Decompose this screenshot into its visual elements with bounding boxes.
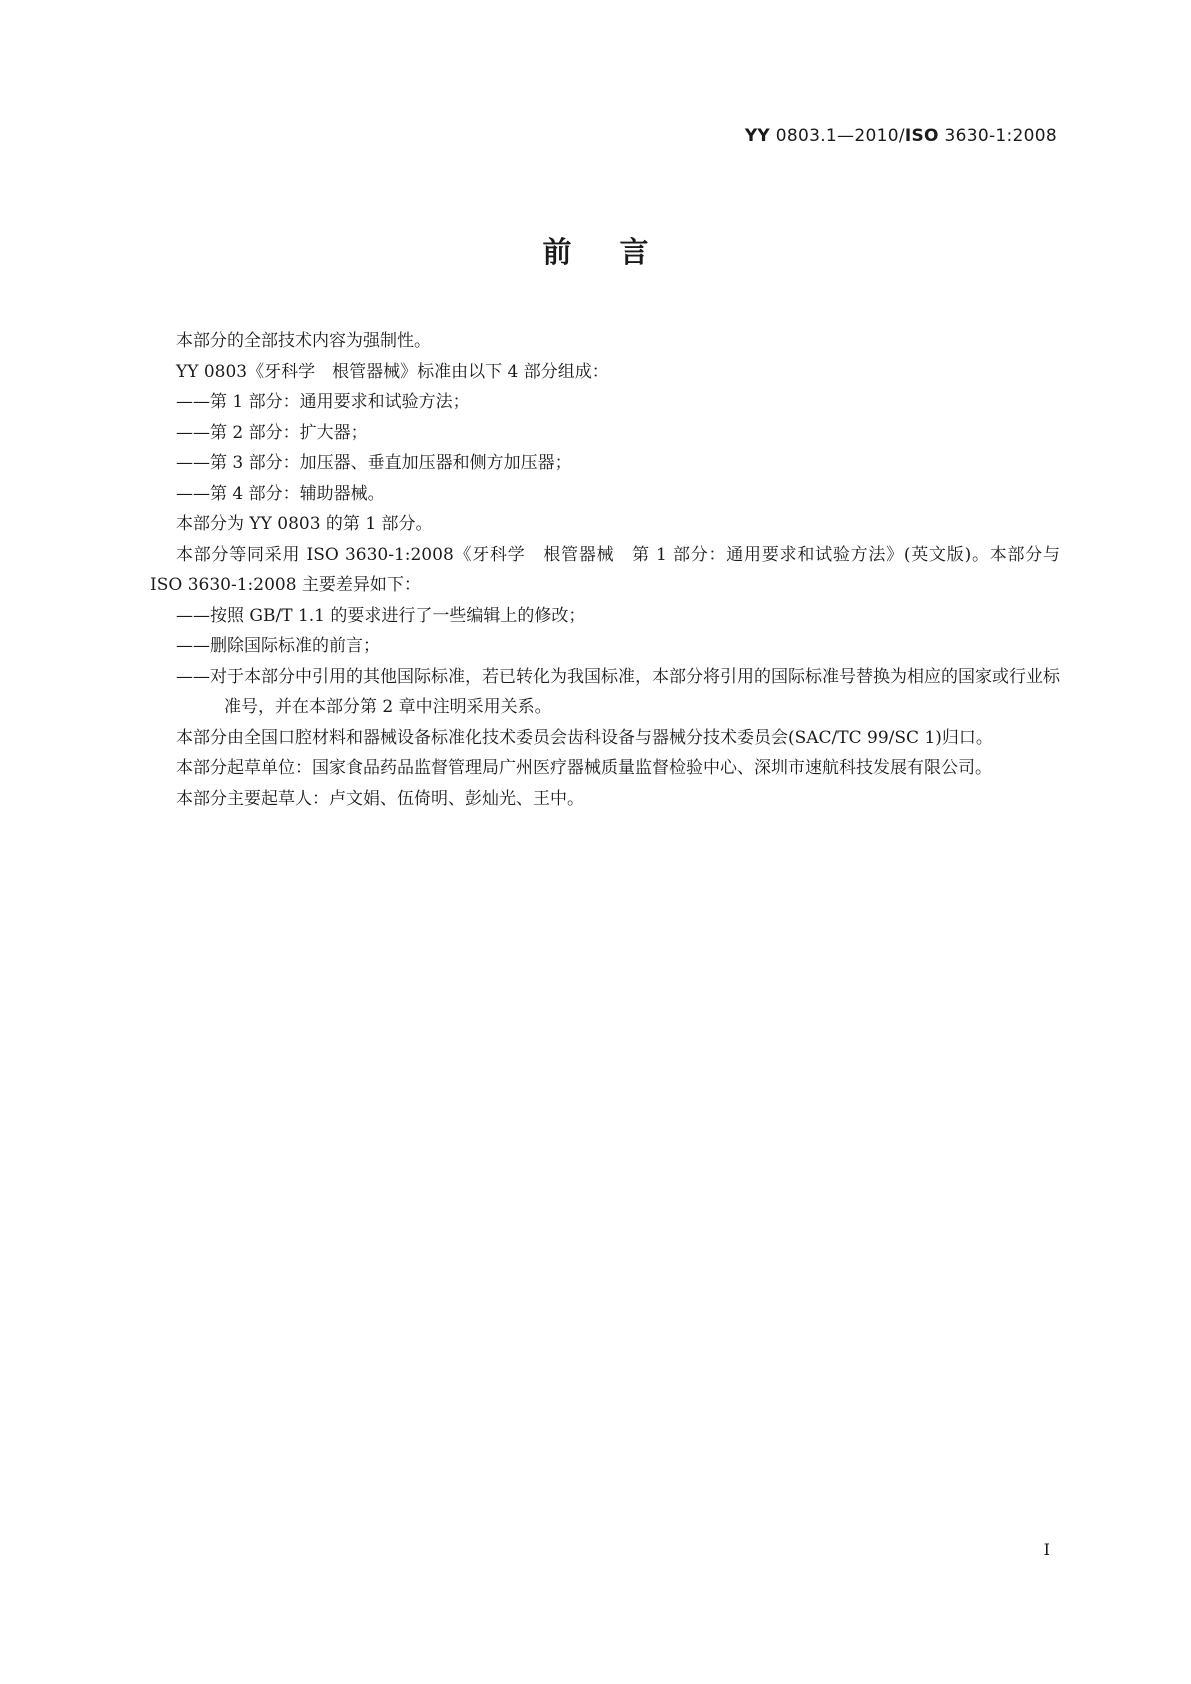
list-item-part-4: ——第 4 部分：辅助器械。 xyxy=(176,483,385,504)
paragraph-mandatory: 本部分的全部技术内容为强制性。 xyxy=(176,331,431,351)
list-item-part-3: ——第 3 部分：加压器、垂直加压器和侧方加压器； xyxy=(176,453,572,473)
standard-code-iso: ISO xyxy=(904,126,939,146)
standard-code-prefix: YY xyxy=(744,126,771,146)
list-item-difference-1: ——按照 GB/T 1.1 的要求进行了一些编辑上的修改； xyxy=(176,605,586,626)
standard-code-header xyxy=(745,126,1057,146)
standard-code-number: 0803.1—2010/ xyxy=(775,126,905,146)
list-item-part-2: ——第 2 部分：扩大器； xyxy=(176,422,368,443)
paragraph-technical-committee: 本部分由全国口腔材料和器械设备标准化技术委员会齿科设备与器械分技术委员会(SAC/TC 99/SC 1)归口。 xyxy=(176,727,993,748)
foreword-body xyxy=(150,326,1060,814)
paragraph-this-part: 本部分为 YY 0803 的第 1 部分。 xyxy=(176,514,433,534)
list-item-part-1: ——第 1 部分：通用要求和试验方法； xyxy=(176,392,470,412)
page-number: I xyxy=(1043,1540,1050,1559)
paragraph-drafters: 本部分主要起草人：卢文娟、伍倚明、彭灿光、王中。 xyxy=(176,788,584,809)
paragraph-drafting-units: 本部分起草单位：国家食品药品监督管理局广州医疗器械质量监督检验中心、深圳市速航科技发展有限公司。 xyxy=(176,758,992,778)
standard-code-iso-number: 3630-1:2008 xyxy=(944,126,1057,146)
list-item-difference-3: ——对于本部分中引用的其他国际标准，若已转化为我国标准，本部分将引用的国际标准号替换为相应的国家或行业标准号，并在本部分第 2 章中注明采用关系。 xyxy=(176,666,1060,717)
list-item-difference-2: ——删除国际标准的前言； xyxy=(176,636,380,656)
paragraph-equivalent-adoption: 本部分等同采用 ISO 3630-1:2008《牙科学 根管器械 第 1 部分：通用要求和试验方法》(英文版)。本部分与 ISO 3630-1:2008 主要差异如下： xyxy=(150,544,1060,595)
paragraph-parts-intro: YY 0803《牙科学 根管器械》标准由以下 4 部分组成： xyxy=(176,361,609,382)
page-title: 前言 xyxy=(542,235,697,269)
